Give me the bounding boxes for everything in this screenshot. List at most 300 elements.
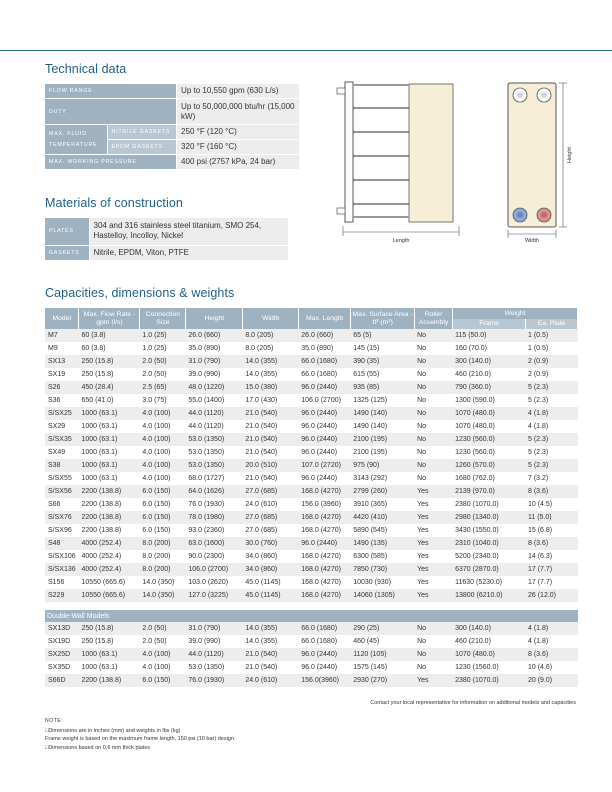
materials-table — [45, 218, 288, 261]
epdm-gaskets-label: EPDM GASKETS — [107, 140, 177, 155]
table-cell: Yes — [415, 537, 453, 550]
model-cell: S/SX35 — [45, 433, 79, 446]
table-cell: 10550 (665.6) — [81, 579, 126, 586]
table-cell: 975 (90) — [351, 459, 415, 472]
table-cell: 21.0 (540) — [245, 449, 278, 456]
table-cell: 2200 (138.8) — [79, 674, 140, 687]
table-cell: 14.0 (355) — [245, 638, 278, 645]
table-cell: 1000 (63.1) — [79, 459, 140, 472]
table-cell: 2200 (138.8) — [81, 527, 122, 534]
table-row — [45, 420, 578, 433]
table-cell: 15.0 (380) — [243, 381, 299, 394]
flow-range-value: Up to 10,550 gpm (630 L/s) — [177, 84, 299, 99]
table-cell: 60 (3.8) — [79, 329, 140, 342]
table-cell: 2.0 (50) — [140, 355, 186, 368]
table-cell: Yes — [417, 501, 429, 508]
table-cell: 27.0 (685) — [243, 511, 299, 524]
table-cell: 1000 (63.1) — [79, 407, 140, 420]
table-cell: 20 (9.0) — [526, 674, 578, 687]
table-cell: 160 (70.0) — [455, 345, 488, 352]
model-cell: S/SX76 — [45, 511, 79, 524]
table-cell: 1070 (480.0) — [453, 407, 526, 420]
table-cell: 650 (41.0) — [81, 397, 114, 404]
table-row — [45, 407, 578, 420]
table-cell: 4.0 (100) — [142, 664, 171, 671]
capacities-body — [45, 329, 578, 687]
max-working-pressure-label: MAX. WORKING PRESSURE — [45, 155, 177, 170]
table-cell: 14.0 (355) — [243, 622, 299, 635]
notes — [45, 718, 234, 752]
table-cell: 5890 (545) — [353, 527, 388, 534]
table-cell: 156.0(3960) — [299, 674, 351, 687]
table-cell: 53.0 (1350) — [186, 459, 243, 472]
table-cell: 4000 (252.4) — [81, 553, 122, 560]
table-row — [45, 674, 578, 687]
col-frame: Frame — [453, 319, 526, 329]
col-weight: Weight — [453, 308, 578, 319]
table-cell: 27.0 (685) — [245, 527, 278, 534]
table-cell: Yes — [415, 674, 453, 687]
table-cell: 96.0 (2440) — [301, 449, 338, 456]
table-cell: 48.0 (1220) — [186, 381, 243, 394]
gaskets-label: GASKETS — [45, 245, 89, 260]
table-cell: 11630 (5230.0) — [455, 579, 503, 586]
table-row — [45, 433, 578, 446]
model-cell: S38 — [45, 459, 79, 472]
table-cell: 60 (3.8) — [81, 345, 106, 352]
table-cell: 8.0 (200) — [140, 563, 186, 576]
table-cell: 39.0 (990) — [188, 638, 221, 645]
table-row — [45, 394, 578, 407]
table-cell: 17.0 (430) — [245, 397, 278, 404]
table-cell: 53.0 (1350) — [188, 449, 225, 456]
col-surface-area: Max. Surface Area - ft² (m²) — [351, 308, 415, 329]
max-working-pressure-value: 400 psi (2757 kPa, 24 bar) — [177, 155, 299, 170]
table-cell: 35.0 (890) — [301, 345, 334, 352]
table-cell: No — [417, 449, 427, 456]
table-cell: 90.0 (2300) — [188, 553, 225, 560]
table-cell: 2380 (1070.0) — [455, 501, 499, 508]
table-cell: 145 (15) — [353, 345, 380, 352]
table-cell: 2.5 (65) — [140, 381, 186, 394]
table-cell: No — [415, 329, 453, 342]
table-cell: 3430 (1550.0) — [455, 527, 499, 534]
bottom-guide-bar — [353, 216, 409, 218]
table-cell: 2310 (1040.0) — [453, 537, 526, 550]
table-cell: 17 (7.7) — [526, 563, 578, 576]
table-cell: 14 (6.3) — [528, 553, 553, 560]
note-line: Frame weight is based on the maximum frame length, 150 psi (10 bar) design — [45, 736, 234, 743]
table-cell: 168.0 (4270) — [299, 485, 351, 498]
table-cell: 96.0 (2440) — [299, 537, 351, 550]
table-cell: No — [417, 397, 427, 404]
table-cell: 168.0 (4270) — [299, 563, 351, 576]
model-cell: S/SX55 — [48, 475, 72, 482]
table-cell: 5 (2.3) — [528, 397, 549, 404]
double-wall-section-header — [45, 610, 578, 622]
table-cell: 8.0 (205) — [245, 345, 274, 352]
table-row — [45, 485, 578, 498]
table-cell: 6.0 (150) — [140, 511, 186, 524]
frame-plate — [508, 83, 556, 227]
table-cell: 4 (1.8) — [528, 423, 549, 430]
table-cell: 96.0 (2440) — [299, 407, 351, 420]
table-cell: 460 (210.0) — [455, 371, 491, 378]
table-cell: 8.0 (205) — [243, 329, 299, 342]
nozzle — [337, 208, 345, 214]
table-cell: 10030 (930) — [353, 579, 391, 586]
table-row — [45, 648, 578, 661]
table-cell: 14.0 (350) — [142, 579, 175, 586]
table-cell: 300 (140.0) — [453, 622, 526, 635]
table-cell: 21.0 (540) — [243, 407, 299, 420]
table-cell: 460 (45) — [353, 638, 380, 645]
table-cell: 53.0 (1350) — [188, 664, 225, 671]
table-cell: Yes — [417, 553, 429, 560]
table-cell: 2380 (1070.0) — [453, 674, 526, 687]
table-cell: 45.0 (1145) — [243, 589, 299, 602]
table-cell: 96.0 (2440) — [301, 664, 338, 671]
model-cell: SX29 — [48, 423, 66, 430]
table-cell: 10550 (665.6) — [79, 589, 140, 602]
table-cell: No — [417, 475, 427, 482]
table-cell: 1230 (1560.0) — [455, 664, 499, 671]
table-cell: 4000 (252.4) — [79, 537, 140, 550]
table-cell: Yes — [415, 589, 453, 602]
model-cell: S36 — [48, 397, 61, 404]
table-cell: 8.0 (200) — [140, 537, 186, 550]
table-cell: 1000 (63.1) — [79, 648, 140, 661]
table-row — [45, 446, 578, 459]
table-row — [45, 524, 578, 537]
table-cell: 8 (3.6) — [526, 648, 578, 661]
table-row — [45, 635, 578, 648]
side-view-drawing — [335, 80, 467, 248]
table-cell: 4.0 (100) — [140, 433, 186, 446]
table-cell: 4.0 (100) — [142, 449, 171, 456]
table-cell: 44.0 (1120) — [186, 407, 243, 420]
table-row — [45, 381, 578, 394]
nozzle — [337, 88, 345, 94]
table-spacer — [45, 602, 578, 610]
table-row — [45, 368, 578, 381]
table-cell: 4.0 (100) — [140, 459, 186, 472]
table-row — [45, 355, 578, 368]
table-cell: 6.0 (150) — [142, 527, 171, 534]
model-cell: S/SX136 — [45, 563, 79, 576]
table-cell: 44.0 (1120) — [186, 648, 243, 661]
table-cell: 168.0 (4270) — [301, 553, 341, 560]
table-cell: 63.0 (1600) — [186, 537, 243, 550]
table-cell: 1300 (590.0) — [455, 397, 495, 404]
table-cell: No — [415, 355, 453, 368]
table-cell: 21.0 (540) — [243, 648, 299, 661]
model-cell: SX35D — [48, 664, 71, 671]
table-cell: 14060 (1305) — [351, 589, 415, 602]
table-cell: 1 (0.5) — [528, 345, 549, 352]
table-cell: 250 (15.8) — [79, 622, 140, 635]
table-cell: 6300 (585) — [353, 553, 388, 560]
table-cell: 5 (2.3) — [526, 381, 578, 394]
double-wall-title: Double-Wall Models — [45, 610, 578, 622]
top-rule — [0, 50, 612, 51]
table-cell: 21.0 (540) — [245, 475, 278, 482]
table-cell: 1120 (105) — [351, 648, 415, 661]
table-cell: 5 (2.3) — [526, 433, 578, 446]
technical-data-title: Technical data — [45, 62, 127, 76]
model-cell: M9 — [48, 345, 58, 352]
table-cell: Yes — [417, 579, 429, 586]
front-view-drawing — [505, 80, 580, 248]
table-cell: 2 (0.9) — [526, 355, 578, 368]
table-cell: 4.0 (100) — [140, 648, 186, 661]
table-cell: 4 (1.8) — [526, 407, 578, 420]
table-cell: 2930 (270) — [351, 674, 415, 687]
table-cell: 790 (360.0) — [453, 381, 526, 394]
table-cell: 1490 (140) — [351, 407, 415, 420]
table-cell: 55.0 (1400) — [188, 397, 225, 404]
table-cell: 21.0 (540) — [243, 433, 299, 446]
plate-pack — [409, 84, 453, 222]
table-cell: 2100 (195) — [351, 433, 415, 446]
model-cell: SX19D — [48, 638, 71, 645]
col-connection-size: Connection Size — [140, 308, 186, 329]
table-cell: 3910 (365) — [353, 501, 388, 508]
table-cell: 5200 (2340.0) — [455, 553, 499, 560]
table-row — [45, 550, 578, 563]
model-cell: SX25D — [45, 648, 79, 661]
table-cell: 3.0 (75) — [142, 397, 167, 404]
table-cell: 53.0 (1350) — [186, 433, 243, 446]
model-cell: S/SX56 — [45, 485, 79, 498]
epdm-gaskets-value: 320 °F (160 °C) — [177, 140, 299, 155]
table-cell: 24.0 (610) — [243, 674, 299, 687]
table-cell: 78.0 (1980) — [186, 511, 243, 524]
col-model: Model — [45, 308, 79, 329]
table-row — [45, 576, 578, 589]
table-cell: 10 (4.5) — [528, 501, 553, 508]
table-cell: 11 (5.0) — [526, 511, 578, 524]
table-cell: 115 (50.0) — [453, 329, 526, 342]
table-cell: 6.0 (150) — [140, 485, 186, 498]
table-cell: 26 (12.0) — [526, 589, 578, 602]
table-cell: 4 (1.8) — [528, 638, 549, 645]
table-row — [45, 661, 578, 674]
table-cell: 1000 (63.1) — [81, 449, 118, 456]
table-cell: 1490 (140) — [353, 423, 388, 430]
length-label: Length — [392, 238, 410, 244]
model-cell: S156 — [48, 579, 65, 586]
table-cell: 450 (28.4) — [79, 381, 140, 394]
table-cell: 2100 (195) — [353, 449, 388, 456]
table-cell: No — [415, 648, 453, 661]
table-cell: 6.0 (150) — [142, 501, 171, 508]
table-cell: 21.0 (540) — [245, 664, 278, 671]
table-cell: 34.0 (860) — [245, 553, 278, 560]
table-cell: No — [415, 622, 453, 635]
table-row — [45, 498, 578, 511]
height-label: Height — [567, 147, 573, 163]
table-cell: 26.0 (660) — [186, 329, 243, 342]
table-cell: 1325 (125) — [353, 397, 388, 404]
table-cell: 4000 (252.4) — [79, 563, 140, 576]
table-cell: 6.0 (150) — [140, 674, 186, 687]
model-cell: M7 — [45, 329, 79, 342]
plates-label: PLATES — [45, 218, 89, 245]
table-cell: 66.0 (1680) — [299, 355, 351, 368]
materials-title: Materials of construction — [45, 196, 183, 210]
table-cell: 156.0 (3960) — [301, 501, 341, 508]
table-cell: 1490 (135) — [351, 537, 415, 550]
max-fluid-temp-label: MAX. FLUID TEMPERATURE — [45, 125, 107, 155]
table-cell: 96.0 (2440) — [299, 381, 351, 394]
table-cell: 2200 (138.8) — [81, 501, 122, 508]
table-cell: 1230 (560.0) — [455, 449, 495, 456]
table-cell: 8 (3.6) — [526, 537, 578, 550]
table-cell: 4420 (410) — [351, 511, 415, 524]
model-cell: S/SX96 — [48, 527, 72, 534]
model-cell: S66 — [48, 501, 61, 508]
table-cell: 935 (85) — [351, 381, 415, 394]
table-cell: 250 (15.8) — [81, 638, 114, 645]
table-cell: 96.0 (2440) — [301, 475, 338, 482]
table-cell: Yes — [415, 511, 453, 524]
table-cell: 5 (2.3) — [526, 459, 578, 472]
capacities-title: Capacities, dimensions & weights — [45, 286, 235, 300]
col-width: Width — [243, 308, 299, 329]
table-row — [45, 342, 578, 355]
table-row — [45, 511, 578, 524]
table-cell: 13800 (6210.0) — [453, 589, 526, 602]
table-cell: 17 (7.7) — [528, 579, 553, 586]
table-cell: No — [415, 407, 453, 420]
table-cell: 14.0 (355) — [245, 371, 278, 378]
contact-note: Contact your local representative for information on additional models and capacities — [370, 700, 576, 706]
table-cell: 1575 (145) — [353, 664, 388, 671]
table-cell: No — [415, 459, 453, 472]
table-cell: 1 (0.5) — [526, 329, 578, 342]
col-each-plate: Ea. Plate — [526, 319, 578, 329]
table-cell: 4 (1.8) — [526, 622, 578, 635]
table-cell: 76.0 (1930) — [188, 501, 225, 508]
table-row — [45, 329, 578, 342]
table-cell: 2200 (138.8) — [79, 511, 140, 524]
table-row — [45, 563, 578, 576]
model-cell: S229 — [45, 589, 79, 602]
table-cell: 1000 (63.1) — [81, 664, 118, 671]
table-cell: 65 (5) — [351, 329, 415, 342]
table-cell: Yes — [415, 485, 453, 498]
fixed-frame — [345, 82, 353, 222]
table-cell: No — [417, 345, 427, 352]
table-cell: 1260 (570.0) — [453, 459, 526, 472]
table-cell: 1680 (762.0) — [455, 475, 495, 482]
table-cell: 10 (4.6) — [528, 664, 553, 671]
table-row — [45, 589, 578, 602]
table-cell: 96.0 (2440) — [299, 648, 351, 661]
table-cell: 250 (15.8) — [79, 355, 140, 368]
table-cell: 1230 (560.0) — [453, 433, 526, 446]
table-cell: 250 (15.8) — [81, 371, 114, 378]
table-cell: 168.0 (4270) — [301, 579, 341, 586]
model-cell: S/SX106 — [48, 553, 76, 560]
table-cell: 1.0 (25) — [140, 329, 186, 342]
table-cell: 1000 (63.1) — [79, 433, 140, 446]
table-cell: No — [417, 664, 427, 671]
model-cell: S/SX25 — [45, 407, 79, 420]
table-cell: 45.0 (1145) — [245, 579, 281, 586]
table-cell: 27.0 (685) — [243, 485, 299, 498]
table-cell: Yes — [417, 527, 429, 534]
table-cell: 24.0 (610) — [245, 501, 278, 508]
table-cell: 31.0 (790) — [186, 355, 243, 368]
table-cell: 21.0 (540) — [245, 423, 278, 430]
table-cell: 20.0 (510) — [243, 459, 299, 472]
note-line: □Dimensions based on 0.6 mm thick plates — [45, 744, 151, 751]
table-cell: Yes — [415, 563, 453, 576]
table-cell: 106.0 (2700) — [186, 563, 243, 576]
table-cell: 2980 (1340.0) — [453, 511, 526, 524]
col-max-length: Max. Length — [299, 308, 351, 329]
table-cell: 2799 (260) — [351, 485, 415, 498]
table-cell: 2.0 (50) — [140, 622, 186, 635]
table-cell: 96.0 (2440) — [301, 423, 338, 430]
col-roller-assembly: Roller Assembly — [415, 308, 453, 329]
table-cell: 107.0 (2720) — [299, 459, 351, 472]
model-cell: SX13D — [45, 622, 79, 635]
model-cell: S66D — [45, 674, 79, 687]
note-line: □Dimensions are in inches (mm) and weights in lbs (kg) — [45, 727, 181, 734]
table-cell: No — [417, 638, 427, 645]
model-cell: S48 — [45, 537, 79, 550]
table-cell: 168.0 (4270) — [301, 527, 341, 534]
table-cell: 2139 (970.0) — [453, 485, 526, 498]
table-cell: No — [415, 433, 453, 446]
table-cell: 1000 (63.1) — [81, 475, 118, 482]
table-cell: 8.0 (200) — [142, 553, 171, 560]
table-cell: 168.0 (4270) — [299, 589, 351, 602]
table-row — [45, 459, 578, 472]
table-cell: 3143 (292) — [353, 475, 388, 482]
table-cell: 106.0 (2700) — [301, 397, 341, 404]
table-cell: 168.0 (4270) — [299, 511, 351, 524]
capacities-table — [45, 308, 578, 687]
table-cell: 1.0 (25) — [142, 345, 167, 352]
table-cell: 127.0 (3225) — [186, 589, 243, 602]
col-height: Height — [186, 308, 243, 329]
width-label: Width — [524, 238, 540, 244]
table-cell: 66.0 (1680) — [301, 638, 338, 645]
table-cell: 6370 (2870.0) — [453, 563, 526, 576]
notes-heading: NOTE: — [45, 718, 64, 724]
table-cell: 4.0 (100) — [142, 423, 171, 430]
table-cell: 1070 (480.0) — [453, 648, 526, 661]
table-cell: 460 (210.0) — [455, 638, 491, 645]
table-cell: 5 (2.3) — [528, 449, 549, 456]
table-row — [45, 472, 578, 485]
table-cell: 7850 (730) — [351, 563, 415, 576]
table-cell: 4.0 (100) — [140, 407, 186, 420]
model-cell: SX49 — [48, 449, 66, 456]
col-flow-rate: Max. Flow Rate - gpm (l/s) — [79, 308, 140, 329]
table-cell: 4.0 (100) — [142, 475, 171, 482]
table-cell: No — [417, 423, 427, 430]
table-cell: 2.0 (50) — [142, 371, 167, 378]
model-cell: S26 — [45, 381, 79, 394]
table-cell: No — [415, 381, 453, 394]
table-cell: 66.0 (1680) — [299, 622, 351, 635]
plates-value: 304 and 316 stainless steel titanium, SMO 254, Hastelloy, Incolloy, Nickel — [89, 218, 288, 245]
